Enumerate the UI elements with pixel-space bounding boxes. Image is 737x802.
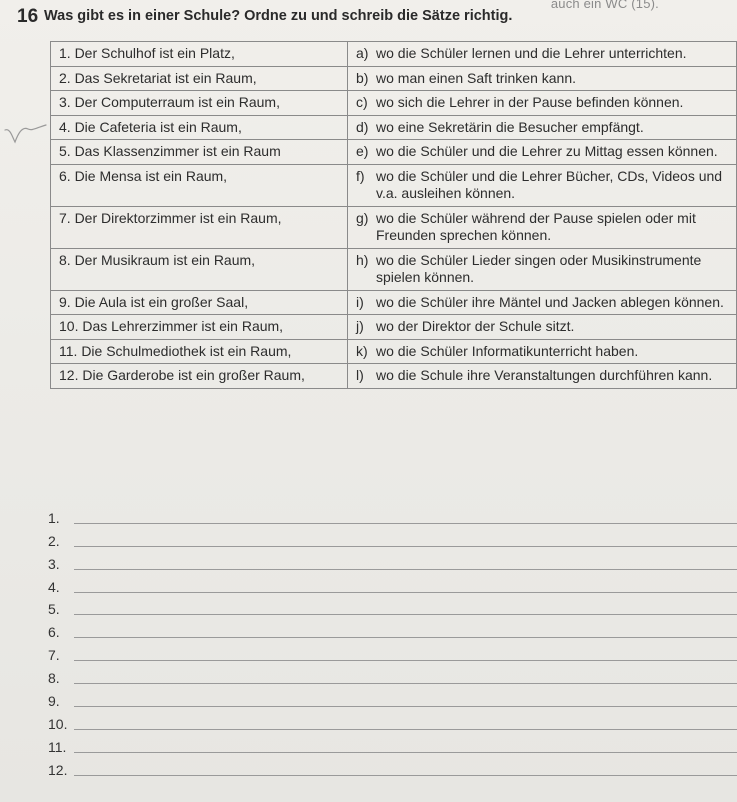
- option-letter: b): [356, 69, 369, 86]
- answer-number: 8.: [48, 670, 60, 687]
- sentence-start: 6. Die Mensa ist ein Raum,: [51, 164, 348, 206]
- writing-rule[interactable]: [74, 705, 737, 707]
- option-text: wo die Schüler und die Lehrer Bücher, CDs, Videos und v.a. ausleihen können.: [376, 167, 723, 201]
- table-row: [51, 140, 737, 165]
- option-letter: k): [356, 342, 368, 359]
- writing-rule[interactable]: [74, 545, 737, 547]
- option-text: wo sich die Lehrer in der Pause befinden können.: [376, 94, 684, 110]
- option-letter: d): [356, 118, 369, 135]
- writing-rule[interactable]: [74, 774, 737, 776]
- sentence-ending: [348, 140, 737, 165]
- table-row: [51, 42, 737, 67]
- writing-rule[interactable]: [74, 636, 737, 638]
- sentence-start: 5. Das Klassenzimmer ist ein Raum: [51, 140, 348, 165]
- writing-rule[interactable]: [74, 682, 737, 684]
- writing-rule[interactable]: [74, 659, 737, 661]
- sentence-ending: [348, 339, 737, 364]
- matching-table: [50, 41, 737, 389]
- option-text: wo die Schule ihre Veranstaltungen durchführen kann.: [376, 367, 713, 383]
- sentence-start: 8. Der Musikraum ist ein Raum,: [51, 248, 348, 290]
- sentence-start: 3. Der Computerraum ist ein Raum,: [51, 91, 348, 116]
- sentence-start: 1. Der Schulhof ist ein Platz,: [51, 42, 348, 67]
- sentence-start: 4. Die Cafeteria ist ein Raum,: [51, 115, 348, 140]
- answer-line[interactable]: [48, 618, 737, 641]
- option-text: wo die Schüler Informatikunterricht haben.: [376, 342, 639, 359]
- answer-number: 12.: [48, 761, 68, 778]
- writing-rule[interactable]: [74, 568, 737, 570]
- option-letter: j): [356, 318, 364, 334]
- writing-rule[interactable]: [74, 591, 737, 593]
- option-letter: e): [356, 143, 369, 159]
- answer-line[interactable]: [48, 573, 737, 596]
- table-row: [51, 248, 737, 290]
- sentence-ending: [348, 364, 737, 389]
- option-text: wo der Direktor der Schule sitzt.: [376, 318, 575, 334]
- bleed-through-text: auch ein WC (15).: [550, 0, 659, 11]
- writing-rule[interactable]: [74, 522, 737, 524]
- table-row: [51, 206, 737, 248]
- sentence-ending: [348, 66, 737, 91]
- sentence-ending: [348, 206, 737, 248]
- option-text: wo die Schüler während der Pause spielen oder mit Freunden sprechen können.: [376, 209, 696, 243]
- sentence-ending: [348, 91, 737, 116]
- option-letter: c): [356, 94, 368, 110]
- option-text: wo die Schüler ihre Mäntel und Jacken ablegen können.: [376, 293, 724, 310]
- answer-number: 10.: [48, 715, 68, 732]
- option-letter: l): [356, 367, 364, 383]
- sentence-start: 9. Die Aula ist ein großer Saal,: [51, 290, 348, 315]
- option-text: wo die Schüler Lieder singen oder Musikinstrumente spielen können.: [376, 251, 702, 285]
- sentence-start: 12. Die Garderobe ist ein großer Raum,: [51, 364, 348, 389]
- option-letter: f): [356, 167, 365, 184]
- answer-line[interactable]: [48, 687, 737, 710]
- answer-number: 6.: [48, 624, 60, 641]
- table-row: [51, 164, 737, 206]
- table-row: [51, 364, 737, 389]
- sentence-ending: [348, 290, 737, 315]
- answer-lines: [48, 504, 737, 779]
- table-row: [51, 290, 737, 315]
- sentence-start: 11. Die Schulmediothek ist ein Raum,: [51, 339, 348, 364]
- writing-rule[interactable]: [74, 751, 737, 753]
- sentence-start: 7. Der Direktorzimmer ist ein Raum,: [51, 206, 348, 248]
- answer-line[interactable]: [48, 664, 737, 687]
- answer-line[interactable]: [48, 641, 737, 664]
- sentence-ending: [348, 164, 737, 206]
- sentence-start: 10. Das Lehrerzimmer ist ein Raum,: [51, 315, 348, 340]
- answer-number: 9.: [48, 693, 60, 710]
- sentence-ending: [348, 115, 737, 140]
- writing-rule[interactable]: [74, 728, 737, 730]
- option-letter: g): [356, 209, 369, 226]
- table-row: [51, 66, 737, 91]
- option-text: wo eine Sekretärin die Besucher empfängt.: [376, 118, 644, 135]
- answer-line[interactable]: [48, 550, 737, 573]
- sentence-ending: [348, 315, 737, 340]
- exercise-title: Was gibt es in einer Schule? Ordne zu und schreib die Sätze richtig.: [44, 8, 513, 24]
- table-row: [51, 315, 737, 340]
- option-text: wo die Schüler und die Lehrer zu Mittag essen können.: [376, 143, 718, 159]
- answer-line[interactable]: [48, 504, 737, 527]
- answer-number: 1.: [48, 509, 60, 526]
- answer-number: 5.: [48, 601, 60, 618]
- option-letter: i): [356, 293, 364, 310]
- answer-number: 3.: [48, 555, 60, 572]
- pencil-mark-icon: [4, 122, 48, 148]
- answer-line[interactable]: [48, 596, 737, 619]
- option-text: wo man einen Saft trinken kann.: [376, 69, 577, 86]
- answer-line[interactable]: [48, 527, 737, 550]
- answer-line[interactable]: [48, 733, 737, 756]
- answer-line[interactable]: [48, 710, 737, 733]
- sentence-ending: [348, 42, 737, 67]
- answer-number: 2.: [48, 532, 60, 549]
- table-row: [51, 339, 737, 364]
- table-row: [51, 91, 737, 116]
- answer-number: 11.: [48, 738, 67, 755]
- exercise-number: 16: [17, 6, 39, 27]
- option-letter: h): [356, 251, 369, 268]
- option-text: wo die Schüler lernen und die Lehrer unterrichten.: [376, 45, 687, 61]
- writing-rule[interactable]: [74, 613, 737, 615]
- table-row: [51, 115, 737, 140]
- option-letter: a): [356, 45, 369, 61]
- sentence-start: 2. Das Sekretariat ist ein Raum,: [51, 66, 348, 91]
- sentence-ending: [348, 248, 737, 290]
- answer-number: 7.: [48, 647, 60, 664]
- answer-line[interactable]: [48, 756, 737, 779]
- answer-number: 4.: [48, 578, 60, 595]
